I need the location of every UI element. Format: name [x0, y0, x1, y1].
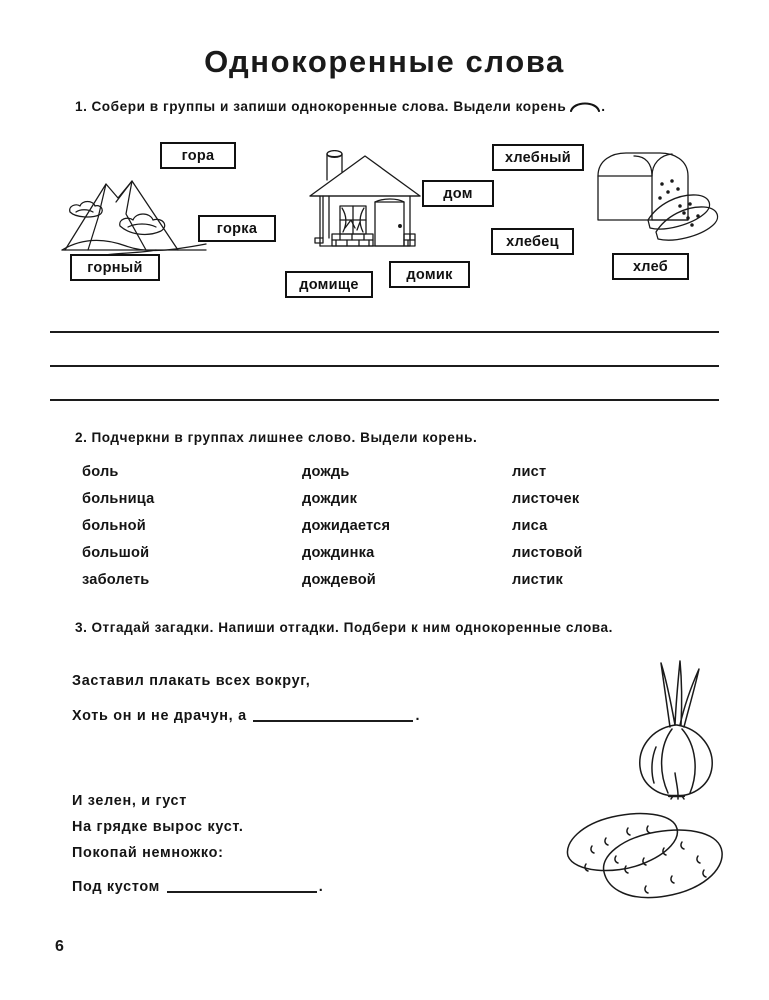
word-item[interactable]: дождевой	[302, 572, 376, 588]
word-item[interactable]: боль	[82, 464, 119, 480]
task-3-text: Отгадай загадки. Напиши отгадки. Подбери к ним однокоренные слова.	[91, 620, 613, 635]
word-card-khleb[interactable]: хлеб	[612, 253, 689, 280]
word-card-gorka[interactable]: горка	[198, 215, 276, 242]
word-item[interactable]: больной	[82, 518, 146, 534]
word-item[interactable]: дождь	[302, 464, 350, 480]
page-number: 6	[55, 938, 64, 955]
word-card-khlebnyy[interactable]: хлебный	[492, 144, 584, 171]
task-1-text-tail: .	[601, 99, 606, 114]
word-item[interactable]: лиса	[512, 518, 548, 534]
riddle-1-line-1: Заставил плакать всех вокруг,	[72, 673, 311, 689]
word-group-column-3	[512, 459, 583, 594]
riddle-2-answer-blank[interactable]	[167, 878, 317, 893]
word-item[interactable]: дождинка	[302, 545, 375, 561]
riddle-1-answer-blank[interactable]	[253, 707, 413, 722]
page-title: Однокоренные слова	[204, 44, 565, 79]
word-item[interactable]: большой	[82, 545, 150, 561]
task-2-instruction	[75, 430, 477, 445]
word-card-domishche[interactable]: домище	[285, 271, 373, 298]
answer-line-1[interactable]	[50, 331, 719, 333]
riddle-2-answer-suffix: .	[318, 879, 324, 895]
task-2-number: 2.	[75, 430, 88, 445]
task-3-number: 3.	[75, 620, 88, 635]
task-1-instruction	[75, 99, 606, 114]
task-2-text: Подчеркни в группах лишнее слово. Выдели корень.	[91, 430, 478, 445]
answer-line-2[interactable]	[50, 365, 719, 367]
task-3-instruction	[75, 620, 613, 635]
riddle-2-line-1: И зелен, и густ	[72, 793, 187, 809]
word-item[interactable]: листочек	[512, 491, 580, 507]
word-card-dom[interactable]: дом	[422, 180, 494, 207]
riddle-2-line-2: На грядке вырос куст.	[72, 819, 244, 835]
word-item[interactable]: дожидается	[302, 518, 391, 534]
word-card-domik[interactable]: домик	[389, 261, 470, 288]
word-group-column-2	[302, 459, 390, 594]
answer-line-3[interactable]	[50, 399, 719, 401]
root-arc-icon	[570, 100, 600, 112]
potato-illustration	[556, 808, 756, 903]
word-card-khlebets[interactable]: хлебец	[491, 228, 574, 255]
bread-illustration	[592, 148, 722, 248]
word-group-column-1	[82, 459, 154, 594]
word-card-gora[interactable]: гора	[160, 142, 236, 169]
mountain-illustration	[60, 168, 210, 268]
task-1-text: Собери в группы и запиши однокоренные слова. Выдели корень	[91, 99, 567, 114]
onion-illustration	[620, 655, 730, 800]
riddle-2-answer-prefix: Под кустом	[72, 879, 161, 895]
riddle-1-answer-row	[72, 707, 420, 724]
word-item[interactable]: больница	[82, 491, 155, 507]
riddle-2-line-3: Покопай немножко:	[72, 845, 224, 861]
word-card-gornyy[interactable]: горный	[70, 254, 160, 281]
task-1-number: 1.	[75, 99, 88, 114]
word-item[interactable]: лист	[512, 464, 547, 480]
riddle-1-answer-suffix: .	[415, 708, 421, 724]
riddle-2-answer-row	[72, 878, 323, 895]
riddle-1-answer-prefix: Хоть он и не драчун, а	[72, 708, 247, 724]
house-illustration	[307, 150, 425, 258]
word-item[interactable]: листик	[512, 572, 563, 588]
word-item[interactable]: дождик	[302, 491, 358, 507]
word-item[interactable]: заболеть	[82, 572, 150, 588]
word-item[interactable]: листовой	[512, 545, 583, 561]
